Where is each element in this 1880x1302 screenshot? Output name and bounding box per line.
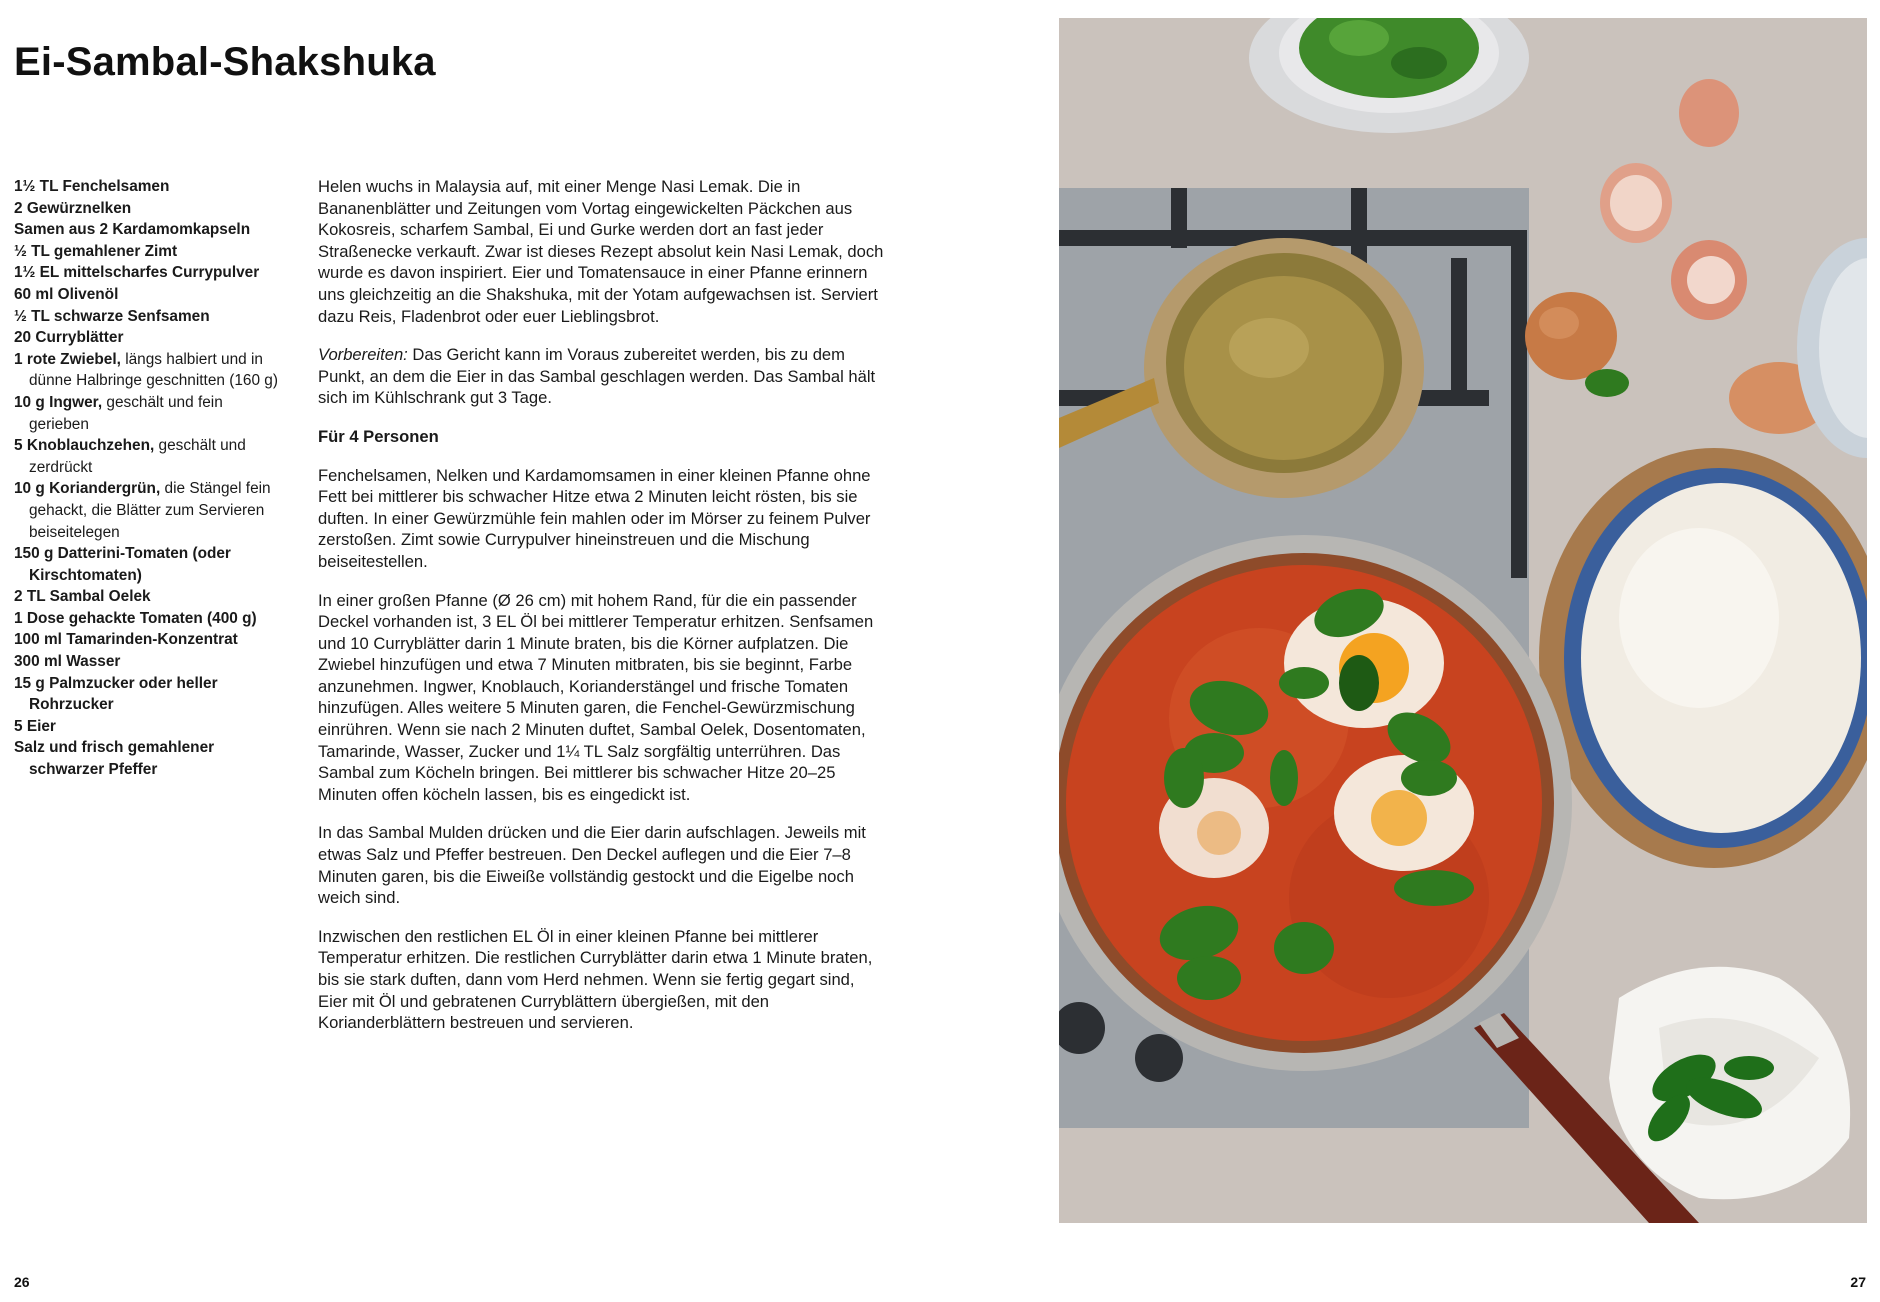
ingredient-amount: ½ TL schwarze Senfsamen — [14, 307, 210, 325]
servings: Für 4 Personen — [318, 426, 439, 446]
ingredient-item — [14, 586, 284, 608]
ingredient-item — [14, 543, 284, 586]
coriander-leaf — [1585, 369, 1629, 397]
ingredient-amount: 5 Eier — [14, 717, 56, 735]
ingredient-amount: 300 ml Wasser — [14, 653, 121, 671]
ingredient-item — [14, 392, 284, 435]
ingredient-item — [14, 176, 284, 198]
food-photo — [1059, 18, 1867, 1223]
ingredient-item — [14, 262, 284, 284]
ingredient-note: geschält und fein gerieben — [29, 393, 223, 433]
ingredient-item — [14, 435, 284, 478]
prepare-text: Das Gericht kann im Voraus zubereitet werden, bis zu dem Punkt, an dem die Eier in das Sambal geschlagen werden. Das Sambal hält sich im Kühlschrank gut 3 Tage. — [318, 345, 876, 408]
ingredient-item — [14, 198, 284, 220]
step-paragraph: In das Sambal Mulden drücken und die Eier darin aufschlagen. Jeweils mit etwas Salz und Pfeffer bestreuen. Den Deckel auflegen und die Eier 7–8 Minuten garen, bis die Eiweiße vollständig gestockt und die Eigelbe noch weich sind. — [318, 823, 866, 908]
ingredient-item — [14, 651, 284, 673]
ingredient-amount: 100 ml Tamarinden-Konzentrat — [14, 631, 238, 649]
prepare-paragraph — [318, 344, 886, 409]
ingredient-amount: 150 g Datterini-Tomaten (oder Kirschtomaten) — [14, 545, 231, 584]
intro-paragraph: Helen wuchs in Malaysia auf, mit einer Menge Nasi Lemak. Die in Bananenblätter und Zeitungen vom Vortag eingewickelten Päckchen aus Kokosreis, scharfem Sambal, Ei und Gurke werden dort an fast jeder Straßenecke verkauft. Zwar ist dieses Rezept absolut kein Nasi Lemak, doch wurde es davon inspiriert. Eier und Tomatensauce in einer Pfanne erinnern uns gleichzeitig an die Shakshuka, mit der Yotam aufgewachsen ist. Serviert dazu Reis, Fladenbrot oder euer Lieblingsbrot. — [318, 177, 884, 326]
ingredient-item — [14, 241, 284, 263]
step-paragraph: In einer großen Pfanne (Ø 26 cm) mit hohem Rand, für die ein passender Deckel vorhanden ist, 3 EL Öl bei mittlerer Temperatur erhitzen. Senfsamen und 10 Curryblätter darin 1 Minute braten, bis die Körner aufplatzen. Die Zwiebel hinzufügen und etwa 7 Minuten mitbraten, bis sie beginnt, Farbe anzunehmen. Ingwer, Knoblauch, Korianderstängel und frische Tomaten hinzufügen. Alles weitere 5 Minuten garen, die Fenchel-Gewürzmischung einrühren. Wenn sie nach 2 Minuten duftet, Sambal Oelek, Dosentomaten, Tamarinde, Wasser, Zucker und 1¼ TL Salz sorgfältig unterrühren. Das Sambal zum Köcheln bringen. Bei mittlerer bis schwacher Hitze 20–25 Minuten offen köcheln lassen, bis es eingedickt ist. — [318, 590, 874, 804]
ingredient-item — [14, 306, 284, 328]
ingredient-amount: 60 ml Olivenöl — [14, 285, 119, 303]
ingredient-amount: ½ TL gemahlener Zimt — [14, 242, 178, 260]
ingredient-item — [14, 284, 284, 306]
ingredient-amount: 20 Curryblätter — [14, 329, 124, 347]
ingredient-amount: Salz und frisch gemahlener schwarzer Pfeffer — [14, 739, 215, 779]
page-number-left: 26 — [14, 1274, 30, 1290]
ingredient-amount: 1 Dose gehackte Tomaten (400 g) — [14, 609, 257, 627]
ingredient-amount: 10 g Ingwer, — [14, 393, 103, 411]
ingredient-item — [14, 673, 284, 716]
step-paragraph: Inzwischen den restlichen EL Öl in einer kleinen Pfanne bei mittlerer Temperatur erhitzen. Die restlichen Curryblätter darin etwa 1 Minute braten, bis sie stark duften, dann vom Herd nehmen. Wenn sie fertig gegart sind, Eier mit Öl und gebratenen Curryblättern übergießen, mit den Korianderblättern bestreuen und servieren. — [318, 926, 873, 1033]
ingredient-item — [14, 219, 284, 241]
ingredient-item — [14, 737, 284, 780]
stove-knob — [1135, 1034, 1183, 1082]
ingredient-amount: 10 g Koriandergrün, — [14, 480, 161, 498]
ingredient-item — [14, 327, 284, 349]
ingredient-item — [14, 608, 284, 630]
ingredient-amount: 5 Knoblauchzehen, — [14, 437, 155, 455]
page-number-right: 27 — [1850, 1274, 1866, 1290]
ingredient-amount: Samen aus 2 Kardamomkapseln — [14, 221, 251, 239]
ingredient-list — [14, 176, 284, 781]
ingredient-amount: 1 rote Zwiebel, — [14, 350, 121, 368]
step-paragraph: Fenchelsamen, Nelken und Kardamomsamen in einer kleinen Pfanne ohne Fett bei mittlerer bis schwacher Hitze etwa 2 Minuten leicht rösten, bis sie duften. In einer Gewürzmühle fein mahlen oder im Mörser zu feinem Pulver zerstoßen. Zimt sowie Currypulver hineinstreuen und die Mischung beiseitestellen. — [318, 465, 871, 571]
ingredient-amount: 2 TL Sambal Oelek — [14, 588, 151, 606]
ingredient-item — [14, 349, 284, 392]
ingredient-amount: 1½ EL mittelscharfes Currypulver — [14, 264, 260, 282]
ingredient-item — [14, 629, 284, 651]
ingredient-item — [14, 478, 284, 543]
ingredient-note: längs halbiert und in dünne Halbringe geschnitten (160 g) — [29, 350, 278, 390]
ingredient-note: geschält und zerdrückt — [29, 437, 246, 476]
egg — [1525, 292, 1617, 380]
ingredient-amount: 1½ TL Fenchelsamen — [14, 178, 170, 195]
ingredient-amount: 2 Gewürznelken — [14, 199, 132, 217]
ingredient-item — [14, 716, 284, 738]
ingredient-amount: 15 g Palmzucker oder heller Rohrzucker — [14, 674, 218, 714]
method-column — [318, 176, 886, 1051]
prepare-label: Vorbereiten: — [318, 345, 408, 365]
recipe-title: Ei-Sambal-Shakshuka — [14, 40, 436, 84]
ingredient-note: die Stängel fein gehackt, die Blätter zum Servieren beiseitelegen — [29, 480, 271, 541]
egg-shell — [1679, 79, 1739, 147]
